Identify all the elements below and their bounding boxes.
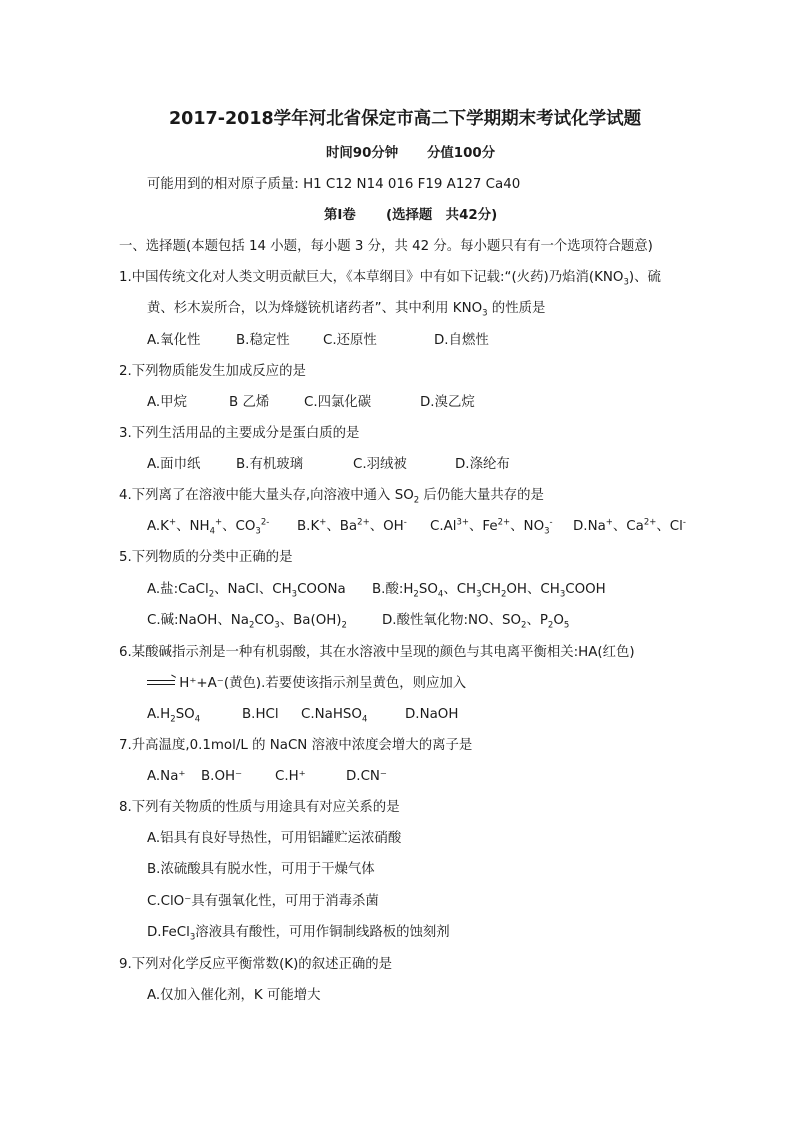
q5-option-d: D.酸性氧化物:NO、$SO_2$、$P_2O_5$ [382, 613, 570, 631]
q5-option-c: C.碱:NaOH、$Na_2CO_3$、$Ba(OH)_2$ [147, 613, 347, 631]
q2-option-a: A.甲烷 [147, 395, 187, 410]
q6-option-d: D.NaOH [405, 707, 459, 722]
q1-option-b: B.稳定性 [236, 333, 290, 348]
q3-option-c: C.羽绒被 [353, 457, 407, 472]
q1-option-a: A.氧化性 [147, 333, 201, 348]
q3-option-b: B.有机玻璃 [236, 457, 304, 472]
q7-option-c: C.H⁺ [275, 769, 306, 784]
q8-option-a: A.铝具有良好导热性，可用铝罐贮运浓硝酸 [147, 831, 402, 846]
q6-option-a: $A.H_2SO_4$ [147, 707, 201, 725]
q2-option-d: D.溴乙烷 [420, 395, 475, 410]
q4-option-a: A.K+、$NH_4^+$、$CO_3^{2-}$ [147, 517, 270, 537]
q2-option-c: C.四氯化碳 [304, 395, 372, 410]
q9-stem: 9.下列对化学反应平衡常数(K)的叙述正确的是 [119, 957, 393, 972]
q1-option-d: D.自燃性 [434, 333, 489, 348]
q7-option-b: B.OH⁻ [201, 769, 243, 784]
instructions: 一、选择题(本题包括 14 小题，每小题 3 分，共 42 分。每小题只有有一个选项符合题意) [119, 239, 653, 254]
q4-option-d: D.Na+、$Ca^{2+}$、Cl- [573, 517, 686, 534]
q2-option-b: B 乙烯 [229, 395, 270, 410]
q6-option-b: B.HCl [242, 707, 279, 722]
q1-line2: 黄、杉木炭所合，以为烽燧铳机诸药者”、其中利用 $KNO_3$ 的性质是 [147, 301, 546, 319]
q3-stem: 3.下列生活用品的主要成分是蛋白质的是 [119, 426, 360, 441]
q9-option-a: A.仅加入催化剂，K 可能增大 [147, 988, 321, 1003]
q4-option-b: B.K+、$Ba^{2+}$、OH- [297, 517, 407, 534]
q3-option-a: A.面巾纸 [147, 457, 201, 472]
q1-line1: 1.中国传统文化对人类文明贡献巨大，《本草纲目》中有如下记载:“(火药)乃焰消$(KNO_3)$、硫 [119, 270, 661, 288]
q5-option-a: A.盐:CaCl$_2$、NaCl、$CH_3COONa$ [147, 582, 346, 600]
atomic-mass-line: 可能用到的相对原子质量: H1 C12 N14 016 F19 A127 Ca40 [147, 177, 521, 192]
q4-option-c: $C.Al^{3+}$、$Fe^{2+}$、$NO_3^-$ [430, 517, 553, 537]
q2-stem: 2.下列物质能发生加成反应的是 [119, 364, 306, 379]
q7-stem: 7.升高温度,0.1mol/L 的 NaCN 溶液中浓度会增大的离子是 [119, 738, 473, 753]
q8-stem: 8.下列有关物质的性质与用途具有对应关系的是 [119, 800, 400, 815]
q8-option-b: B.浓硫酸具有脱水性，可用于干燥气体 [147, 862, 375, 877]
q5-stem: 5.下列物质的分类中正确的是 [119, 550, 293, 565]
exam-title: 2017-2018学年河北省保定市高二下学期期末考试化学试题 [169, 109, 642, 129]
section-subtitle: (选择题 共42分) [386, 208, 498, 223]
q8-option-c: C.ClO⁻具有强氧化性，可用于消毒杀菌 [147, 894, 379, 909]
time-label: 时间90分钟 [326, 146, 399, 161]
score-label: 分值100分 [427, 146, 496, 161]
q1-option-c: C.还原性 [323, 333, 377, 348]
section-title: 第I卷 [324, 208, 356, 223]
q7-option-d: D.CN⁻ [346, 769, 388, 784]
q4-stem: 4.下列离了在溶液中能大量头存,向溶液中通入 $SO_2$ 后仍能大量共存的是 [119, 488, 544, 506]
q6-option-c: C.NaHSO$_4$ [301, 707, 368, 725]
equilibrium-arrow-icon [147, 678, 175, 688]
q6-line1: 6.某酸碱指示剂是一种有机弱酸，其在水溶液中呈现的颜色与其电离平衡相关:HA(红色) [119, 645, 635, 660]
q8-option-d: D.FeCl$_3$溶液具有酸性，可用作铜制线路板的蚀刻剂 [147, 925, 450, 943]
q6-line2: H⁺+A⁻(黄色).若要使该指示剂呈黄色，则应加入 [147, 675, 466, 693]
q5-option-b: B.酸$:H_2SO_4$、$CH_3CH_2OH$、$CH_3COOH$ [372, 582, 606, 600]
q3-option-d: D.涤纶布 [455, 457, 510, 472]
q7-option-a: A.Na⁺ [147, 769, 186, 784]
